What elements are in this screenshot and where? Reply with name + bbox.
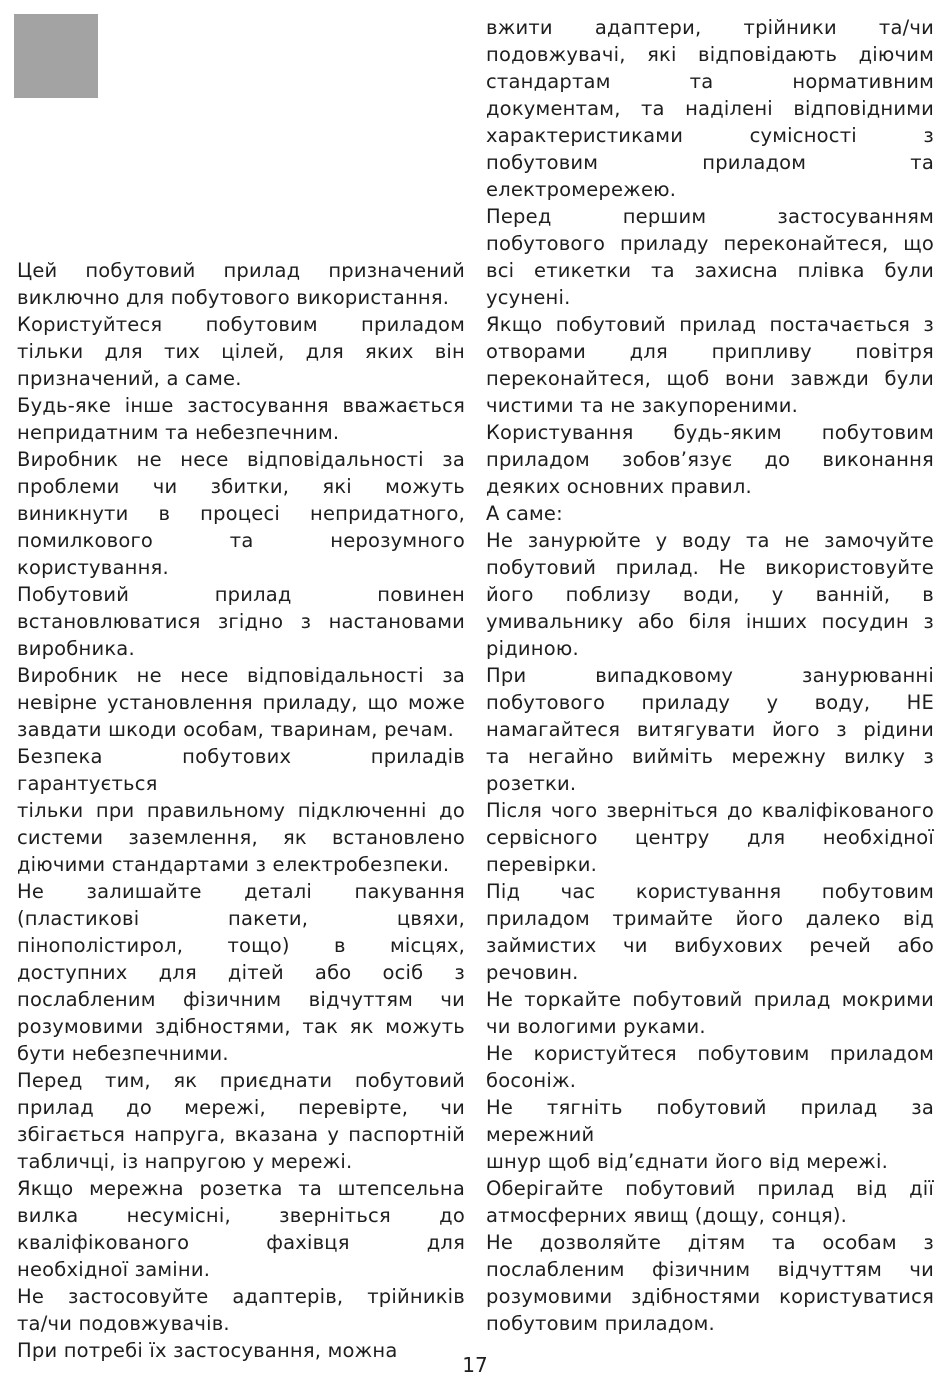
text-line: виникнути в процесі непридатного, bbox=[17, 502, 465, 525]
text-line: Побутовий прилад повинен bbox=[17, 583, 465, 606]
text-line: приладом зобов’язує до виконання bbox=[486, 448, 934, 471]
paragraph bbox=[486, 1040, 934, 1094]
paragraph bbox=[486, 203, 934, 311]
text-line: чи вологими руками. bbox=[486, 1015, 706, 1038]
text-line: прилад до мережі, перевірте, чи bbox=[17, 1096, 465, 1119]
paragraph bbox=[17, 878, 465, 1067]
text-line: Виробник не несе відповідальності за bbox=[17, 448, 465, 471]
paragraph bbox=[486, 662, 934, 797]
text-line: побутового приладу у воду, НЕ bbox=[486, 691, 934, 714]
text-line: тільки при правильному підключенні до bbox=[17, 799, 465, 822]
text-line: послабленим фізичним відчуттям чи bbox=[486, 1258, 934, 1281]
paragraph bbox=[486, 500, 934, 527]
text-line: При випадковому занурюванні bbox=[486, 664, 934, 687]
text-line: розумовими здібностями користуватися bbox=[486, 1285, 934, 1308]
text-line: Будь-яке інше застосування вважається bbox=[17, 394, 465, 417]
paragraph bbox=[17, 1283, 465, 1337]
paragraph bbox=[486, 1229, 934, 1337]
text-line: Оберігайте побутовий прилад від дії bbox=[486, 1177, 934, 1200]
text-line: розетки. bbox=[486, 772, 577, 795]
paragraph bbox=[17, 1067, 465, 1175]
text-line: невірне установлення приладу, що може bbox=[17, 691, 465, 714]
text-line: Не застосовуйте адаптерів, трійників bbox=[17, 1285, 465, 1308]
text-line: доступних для дітей або осіб з bbox=[17, 961, 465, 984]
text-line: Не тягніть побутовий прилад за мережний bbox=[486, 1096, 934, 1146]
text-line: Не залишайте деталі пакування bbox=[17, 880, 465, 903]
text-line: Якщо побутовий прилад постачається з bbox=[486, 313, 934, 336]
text-line: електромережею. bbox=[486, 178, 677, 201]
text-line: табличці, із напругою у мережі. bbox=[17, 1150, 353, 1173]
text-line: та/чи подовжувачів. bbox=[17, 1312, 230, 1335]
text-line: атмосферних явищ (дощу, сонця). bbox=[486, 1204, 848, 1227]
text-line: рідиною. bbox=[486, 637, 579, 660]
paragraph bbox=[486, 311, 934, 419]
text-line: бути небезпечними. bbox=[17, 1042, 229, 1065]
right-column bbox=[486, 14, 934, 1337]
text-line: збігається напруга, вказана у паспортній bbox=[17, 1123, 465, 1146]
text-line: побутовим приладом. bbox=[486, 1312, 715, 1335]
paragraph bbox=[17, 392, 465, 446]
text-line: системи заземлення, як встановлено bbox=[17, 826, 465, 849]
paragraph bbox=[486, 1175, 934, 1229]
text-line: побутовим приладом та bbox=[486, 151, 934, 174]
text-line: займистих чи вибухових речей або bbox=[486, 934, 934, 957]
text-line: усунені. bbox=[486, 286, 571, 309]
paragraph bbox=[17, 743, 465, 878]
page-number: 17 bbox=[462, 1353, 488, 1377]
text-line: чистими та не закупореними. bbox=[486, 394, 799, 417]
text-line: намагайтеся витягувати його з рідини bbox=[486, 718, 934, 741]
paragraph bbox=[17, 1175, 465, 1283]
text-line: Виробник не несе відповідальності за bbox=[17, 664, 465, 687]
text-line: послабленим фізичним відчуттям чи bbox=[17, 988, 465, 1011]
text-line: речовин. bbox=[486, 961, 579, 984]
text-line: вжити адаптери, трійники та/чи bbox=[486, 16, 934, 39]
text-line: отворами для припливу повітря bbox=[486, 340, 934, 363]
text-line: перевірки. bbox=[486, 853, 598, 876]
text-line: Не дозволяйте дітям та особам з bbox=[486, 1231, 934, 1254]
text-line: переконайтеся, щоб вони завжди були bbox=[486, 367, 934, 390]
paragraph bbox=[486, 527, 934, 662]
text-line: Перед першим застосуванням bbox=[486, 205, 934, 228]
text-line: Після чого зверніться до кваліфікованого bbox=[486, 799, 934, 822]
text-line: деяких основних правил. bbox=[486, 475, 752, 498]
text-line: побутового приладу переконайтеся, що bbox=[486, 232, 934, 255]
text-line: босоніж. bbox=[486, 1069, 577, 1092]
text-line: тільки для тих цілей, для яких він bbox=[17, 340, 465, 363]
text-line: проблеми чи збитки, які можуть bbox=[17, 475, 465, 498]
text-line: завдати шкоди особам, тваринам, речам. bbox=[17, 718, 455, 741]
paragraph bbox=[17, 581, 465, 662]
text-line: Безпека побутових приладів гарантується bbox=[17, 745, 465, 795]
text-line: пінополістирол, тощо) в місцях, bbox=[17, 934, 465, 957]
paragraph bbox=[486, 1094, 934, 1175]
text-line: всі етикетки та захисна плівка були bbox=[486, 259, 934, 282]
text-line: виробника. bbox=[17, 637, 135, 660]
text-line: Перед тим, як приєднати побутовий bbox=[17, 1069, 465, 1092]
text-line: Під час користування побутовим bbox=[486, 880, 934, 903]
text-line: кваліфікованого фахівця для bbox=[17, 1231, 465, 1254]
left-column bbox=[17, 257, 465, 1364]
text-line: умивальнику або біля інших посудин з bbox=[486, 610, 934, 633]
text-line: непридатним та небезпечним. bbox=[17, 421, 340, 444]
text-line: виключно для побутового використання. bbox=[17, 286, 450, 309]
text-line: Якщо мережна розетка та штепсельна bbox=[17, 1177, 465, 1200]
paragraph bbox=[17, 446, 465, 581]
text-line: стандартам та нормативним bbox=[486, 70, 934, 93]
text-line: розумовими здібностями, так як можуть bbox=[17, 1015, 465, 1038]
text-line: документам, та наділені відповідними bbox=[486, 97, 934, 120]
text-line: діючими стандартами з електробезпеки. bbox=[17, 853, 450, 876]
text-line: (пластикові пакети, цвяхи, bbox=[17, 907, 465, 930]
text-line: Користування будь-яким побутовим bbox=[486, 421, 934, 444]
text-line: А саме: bbox=[486, 502, 563, 525]
text-line: вилка несумісні, зверніться до bbox=[17, 1204, 465, 1227]
text-line: приладом тримайте його далеко від bbox=[486, 907, 934, 930]
text-line: помилкового та нерозумного bbox=[17, 529, 465, 552]
paragraph bbox=[486, 986, 934, 1040]
text-line: та негайно вийміть мережну вилку з bbox=[486, 745, 934, 768]
text-line: користування. bbox=[17, 556, 169, 579]
paragraph bbox=[486, 797, 934, 878]
gray-square-mark bbox=[14, 14, 98, 98]
text-line: характеристиками сумісності з bbox=[486, 124, 934, 147]
text-line: Користуйтеся побутовим приладом bbox=[17, 313, 465, 336]
text-line: призначений, а саме. bbox=[17, 367, 242, 390]
paragraph bbox=[486, 14, 934, 203]
text-line: його поблизу води, у ванній, в bbox=[486, 583, 934, 606]
paragraph bbox=[17, 662, 465, 743]
text-line: встановлюватися згідно з настановами bbox=[17, 610, 465, 633]
text-line: Не торкайте побутовий прилад мокрими bbox=[486, 988, 934, 1011]
text-line: шнур щоб від’єднати його від мережі. bbox=[486, 1150, 888, 1173]
text-line: сервісного центру для необхідної bbox=[486, 826, 934, 849]
paragraph bbox=[17, 311, 465, 392]
text-line: побутовий прилад. Не використовуйте bbox=[486, 556, 934, 579]
text-line: Не занурюйте у воду та не замочуйте bbox=[486, 529, 934, 552]
text-line: При потребі їх застосування, можна bbox=[17, 1339, 398, 1362]
paragraph bbox=[17, 257, 465, 311]
paragraph bbox=[486, 878, 934, 986]
text-line: Цей побутовий прилад призначений bbox=[17, 259, 465, 282]
text-line: Не користуйтеся побутовим приладом bbox=[486, 1042, 934, 1065]
text-line: необхідної заміни. bbox=[17, 1258, 211, 1281]
paragraph bbox=[486, 419, 934, 500]
text-line: подовжувачі, які відповідають діючим bbox=[486, 43, 934, 66]
